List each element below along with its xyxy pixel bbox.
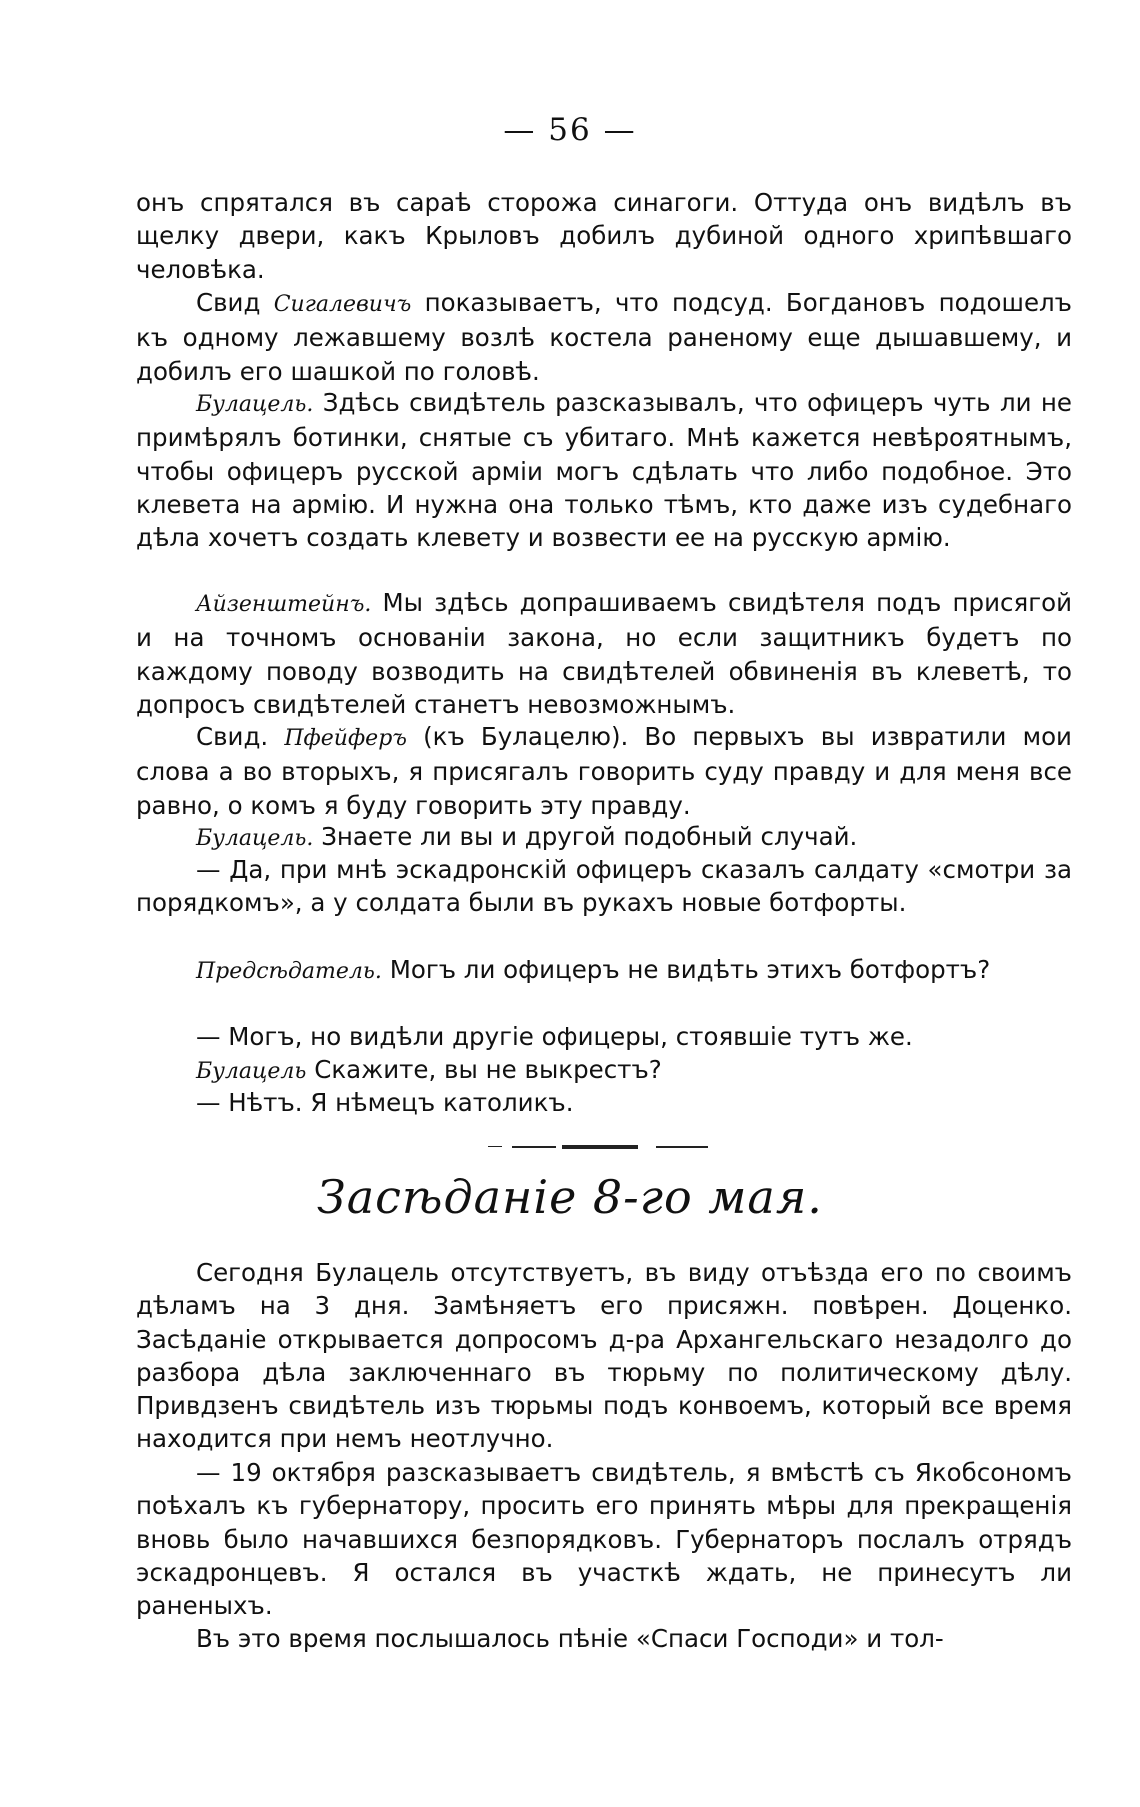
paragraph: Въ это время послышалось пѣніе «Спаси Господи» и тол- (196, 1624, 944, 1653)
answer-paragraph: — Нѣтъ. Я нѣмецъ католикъ. (196, 1088, 574, 1117)
testimony-paragraph: Булацель. Знаете ли вы и другой подобный случай. (196, 822, 858, 851)
testimony-paragraph: Свид. Пфейферъ (къ Булацелю). Во первыхъ вы извратили мои слова а во вторыхъ, я присягалъ говорить суду правду и для меня все равно, о комъ я буду говорить эту правду. (136, 722, 1072, 820)
section-title: Засѣданіе 8-го мая. (317, 1170, 823, 1224)
speaker-name: Булацель (196, 1059, 307, 1084)
paragraph: Сегодня Булацель отсутствуетъ, въ виду отъѣзда его по своимъ дѣламъ на 3 дня. Замѣняетъ его присяжн. повѣрен. Доценко. Засѣданіе открывается допросомъ д-ра Архангельскаго незадолго до разбора дѣла заключеннаго въ тюрьму по политическому дѣлу. Привдзенъ свидѣтель изъ тюрьмы подъ конвоемъ, который все время находится при немъ неотлучно. (136, 1258, 1072, 1454)
speaker-name: Сигалевичъ (273, 292, 412, 317)
testimony-paragraph: Предсѣдатель. Могъ ли офицеръ не видѣть этихъ ботфортъ? (196, 955, 991, 984)
speaker-name: Пфейферъ (284, 726, 407, 751)
section-divider (0, 1141, 1140, 1153)
page-number: — 56 — (503, 112, 637, 148)
speaker-name: Предсѣдатель. (196, 959, 382, 984)
testimony-paragraph: Айзенштейнъ. Мы здѣсь допрашиваемъ свидѣтеля подъ присягой и на точномъ основаніи закона, но если защитникъ будетъ по каждому поводу возводить на свидѣтелей обвиненія въ клеветѣ, то допросъ свидѣтелей станетъ невозможнымъ. (136, 588, 1072, 719)
answer-paragraph: — Могъ, но видѣли другіе офицеры, стоявшіе тутъ же. (196, 1022, 913, 1051)
speaker-name: Булацель. (196, 826, 314, 851)
speaker-name: Айзенштейнъ. (196, 592, 372, 617)
testimony-paragraph: Булацель. Здѣсь свидѣтель разсказывалъ, что офицеръ чуть ли не примѣрялъ ботинки, снятые съ убитаго. Мнѣ кажется невѣроятнымъ, чтобы офицеръ русской арміи могъ сдѣлать что либо подобное. Это клевета на армію. И нужна она только тѣмъ, кто даже изъ судебнаго дѣла хочетъ создать клевету и возвести ее на русскую армію. (136, 388, 1072, 553)
answer-paragraph: — Да, при мнѣ эскадронскій офицеръ сказалъ салдату «смотри за порядкомъ», а у солдата были въ рукахъ новые ботфорты. (136, 855, 1072, 918)
paragraph: — 19 октября разсказываетъ свидѣтель, я вмѣстѣ съ Якобсономъ поѣхалъ къ губернатору, просить его принять мѣры для прекращенія вновь было начавшихся безпорядковъ. Губернаторъ послалъ отрядъ эскадронцевъ. Я остался въ участкѣ ждать, не принесутъ ли раненыхъ. (136, 1458, 1072, 1621)
speaker-name: Булацель. (196, 392, 314, 417)
testimony-paragraph: Булацель Скажите, вы не выкрестъ? (196, 1055, 662, 1084)
testimony-paragraph: Свид Сигалевичъ показываетъ, что подсуд. Богдановъ подошелъ къ одному лежавшему возлѣ костела раненому еще дышавшему, и добилъ его шашкой по головѣ. (136, 288, 1072, 386)
paragraph: онъ спрятался въ сараѣ сторожа синагоги. Оттуда онъ видѣлъ въ щелку двери, какъ Крыловъ добилъ дубиной одного хрипѣвшаго человѣка. (136, 188, 1072, 284)
